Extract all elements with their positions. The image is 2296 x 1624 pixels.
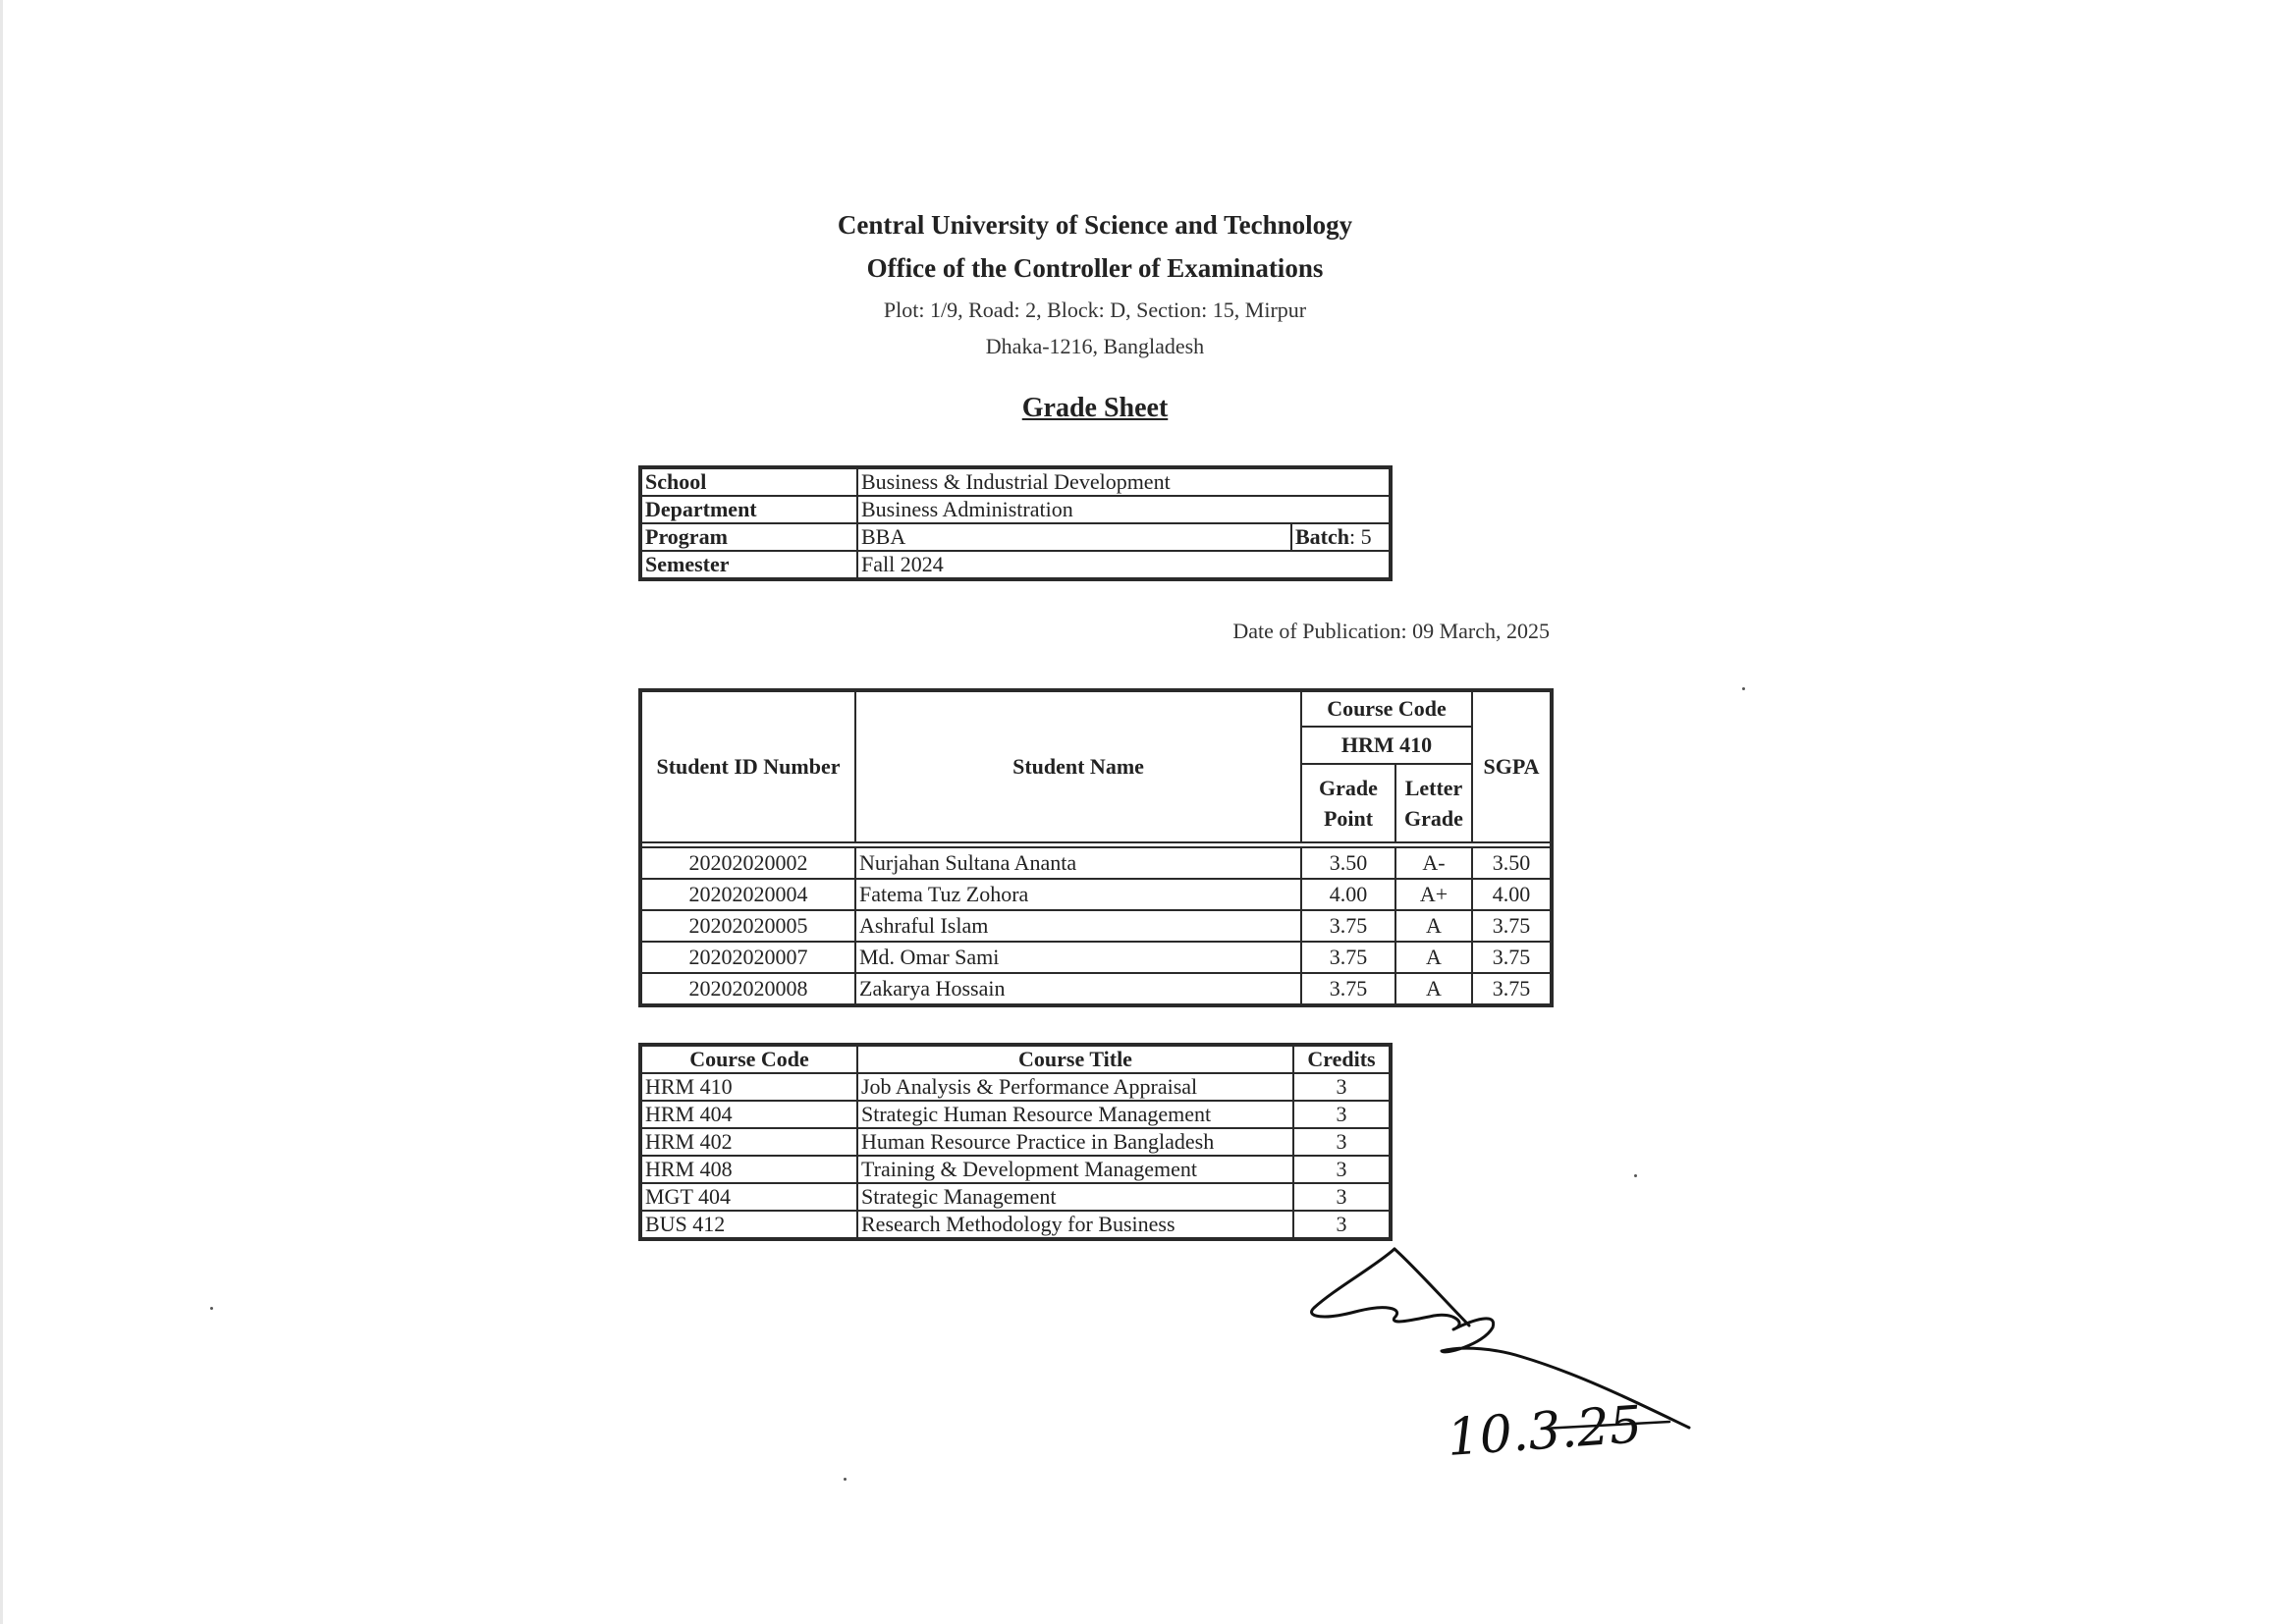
address-line-1: Plot: 1/9, Road: 2, Block: D, Section: 15, Mirpur <box>883 298 1307 322</box>
sgpa: 3.75 <box>1472 973 1552 1005</box>
letter-grade: A- <box>1395 847 1472 879</box>
student-id: 20202020008 <box>640 973 855 1005</box>
scan-speck <box>1634 1174 1637 1177</box>
student-name: Fatema Tuz Zohora <box>855 879 1301 910</box>
scan-edge <box>0 0 3 1624</box>
col-grade-point <box>1301 764 1395 842</box>
student-name: Md. Omar Sami <box>855 942 1301 973</box>
table-row <box>640 1183 1391 1211</box>
course-title: Strategic Human Resource Management <box>857 1101 1293 1128</box>
table-row <box>640 942 1552 973</box>
col-student-name: Student Name <box>855 690 1301 842</box>
col-course-code: Course Code <box>1301 690 1472 727</box>
student-name: Zakarya Hossain <box>855 973 1301 1005</box>
table-row <box>640 1128 1391 1156</box>
table-row <box>640 1156 1391 1183</box>
scan-speck <box>210 1307 213 1310</box>
semester-value: Fall 2024 <box>857 551 1391 579</box>
info-row-semester <box>640 551 1391 579</box>
table-row <box>640 1073 1391 1101</box>
batch-label: Batch <box>1295 524 1349 549</box>
course-code: BUS 412 <box>640 1211 857 1239</box>
letter-grade: A <box>1395 942 1472 973</box>
sgpa: 3.50 <box>1472 847 1552 879</box>
info-row-department <box>640 496 1391 523</box>
program-value: BBA <box>857 523 1291 551</box>
course-credits: 3 <box>1293 1211 1391 1239</box>
scan-speck <box>844 1478 847 1481</box>
sgpa: 4.00 <box>1472 879 1552 910</box>
student-name: Nurjahan Sultana Ananta <box>855 847 1301 879</box>
letter-grade: A <box>1395 910 1472 942</box>
col-course-code: Course Code <box>640 1045 857 1073</box>
grade-point: 3.50 <box>1301 847 1395 879</box>
table-row <box>640 1101 1391 1128</box>
table-row <box>640 910 1552 942</box>
program-info-table <box>638 465 1393 581</box>
grade-point-header-2: Point <box>1323 806 1374 831</box>
col-course-title: Course Title <box>857 1045 1293 1073</box>
university-name: Central University of Science and Technology <box>837 210 1353 240</box>
student-id: 20202020004 <box>640 879 855 910</box>
course-title: Strategic Management <box>857 1183 1293 1211</box>
student-results-table <box>638 688 1554 1007</box>
student-name: Ashraful Islam <box>855 910 1301 942</box>
course-code: HRM 404 <box>640 1101 857 1128</box>
course-code: HRM 408 <box>640 1156 857 1183</box>
school-label: School <box>640 467 857 496</box>
course-list-table <box>638 1043 1393 1241</box>
course-title: Job Analysis & Performance Appraisal <box>857 1073 1293 1101</box>
address-line-2: Dhaka-1216, Bangladesh <box>985 334 1205 358</box>
course-code-value: HRM 410 <box>1301 727 1472 764</box>
publication-date: Date of Publication: 09 March, 2025 <box>1232 619 1550 643</box>
course-title: Training & Development Management <box>857 1156 1293 1183</box>
letter-grade: A+ <box>1395 879 1472 910</box>
letter-grade-header-1: Letter <box>1404 776 1463 800</box>
department-label: Department <box>640 496 857 523</box>
school-value: Business & Industrial Development <box>857 467 1391 496</box>
col-letter-grade <box>1395 764 1472 842</box>
course-code: MGT 404 <box>640 1183 857 1211</box>
grade-point: 3.75 <box>1301 910 1395 942</box>
batch-value: : 5 <box>1349 524 1372 549</box>
letter-grade: A <box>1395 973 1472 1005</box>
course-credits: 3 <box>1293 1156 1391 1183</box>
course-title: Research Methodology for Business <box>857 1211 1293 1239</box>
sgpa: 3.75 <box>1472 910 1552 942</box>
grade-point-header-1: Grade <box>1319 776 1378 800</box>
info-row-program <box>640 523 1391 551</box>
table-row <box>640 1211 1391 1239</box>
signature-date: 10.3.25 <box>1445 1395 1644 1468</box>
grade-point: 4.00 <box>1301 879 1395 910</box>
course-credits: 3 <box>1293 1101 1391 1128</box>
department-value: Business Administration <box>857 496 1391 523</box>
signature <box>1296 1247 1827 1483</box>
student-id: 20202020002 <box>640 847 855 879</box>
course-credits: 3 <box>1293 1128 1391 1156</box>
course-code: HRM 410 <box>640 1073 857 1101</box>
batch-cell <box>1291 523 1391 551</box>
sgpa: 3.75 <box>1472 942 1552 973</box>
table-row <box>640 973 1552 1005</box>
course-credits: 3 <box>1293 1183 1391 1211</box>
document-title: Grade Sheet <box>1021 393 1169 423</box>
course-code: HRM 402 <box>640 1128 857 1156</box>
letter-grade-header-2: Grade <box>1404 806 1463 831</box>
info-row-school <box>640 467 1391 496</box>
col-student-id: Student ID Number <box>640 690 855 842</box>
grade-point: 3.75 <box>1301 973 1395 1005</box>
course-title: Human Resource Practice in Bangladesh <box>857 1128 1293 1156</box>
table-row <box>640 847 1552 879</box>
grade-point: 3.75 <box>1301 942 1395 973</box>
semester-label: Semester <box>640 551 857 579</box>
course-credits: 3 <box>1293 1073 1391 1101</box>
table-row <box>640 879 1552 910</box>
office-name: Office of the Controller of Examinations <box>866 253 1324 283</box>
col-sgpa: SGPA <box>1472 690 1552 842</box>
program-label: Program <box>640 523 857 551</box>
scan-speck <box>1742 687 1745 690</box>
student-id: 20202020007 <box>640 942 855 973</box>
student-id: 20202020005 <box>640 910 855 942</box>
signature-flourish <box>1394 1249 1469 1326</box>
col-credits: Credits <box>1293 1045 1391 1073</box>
